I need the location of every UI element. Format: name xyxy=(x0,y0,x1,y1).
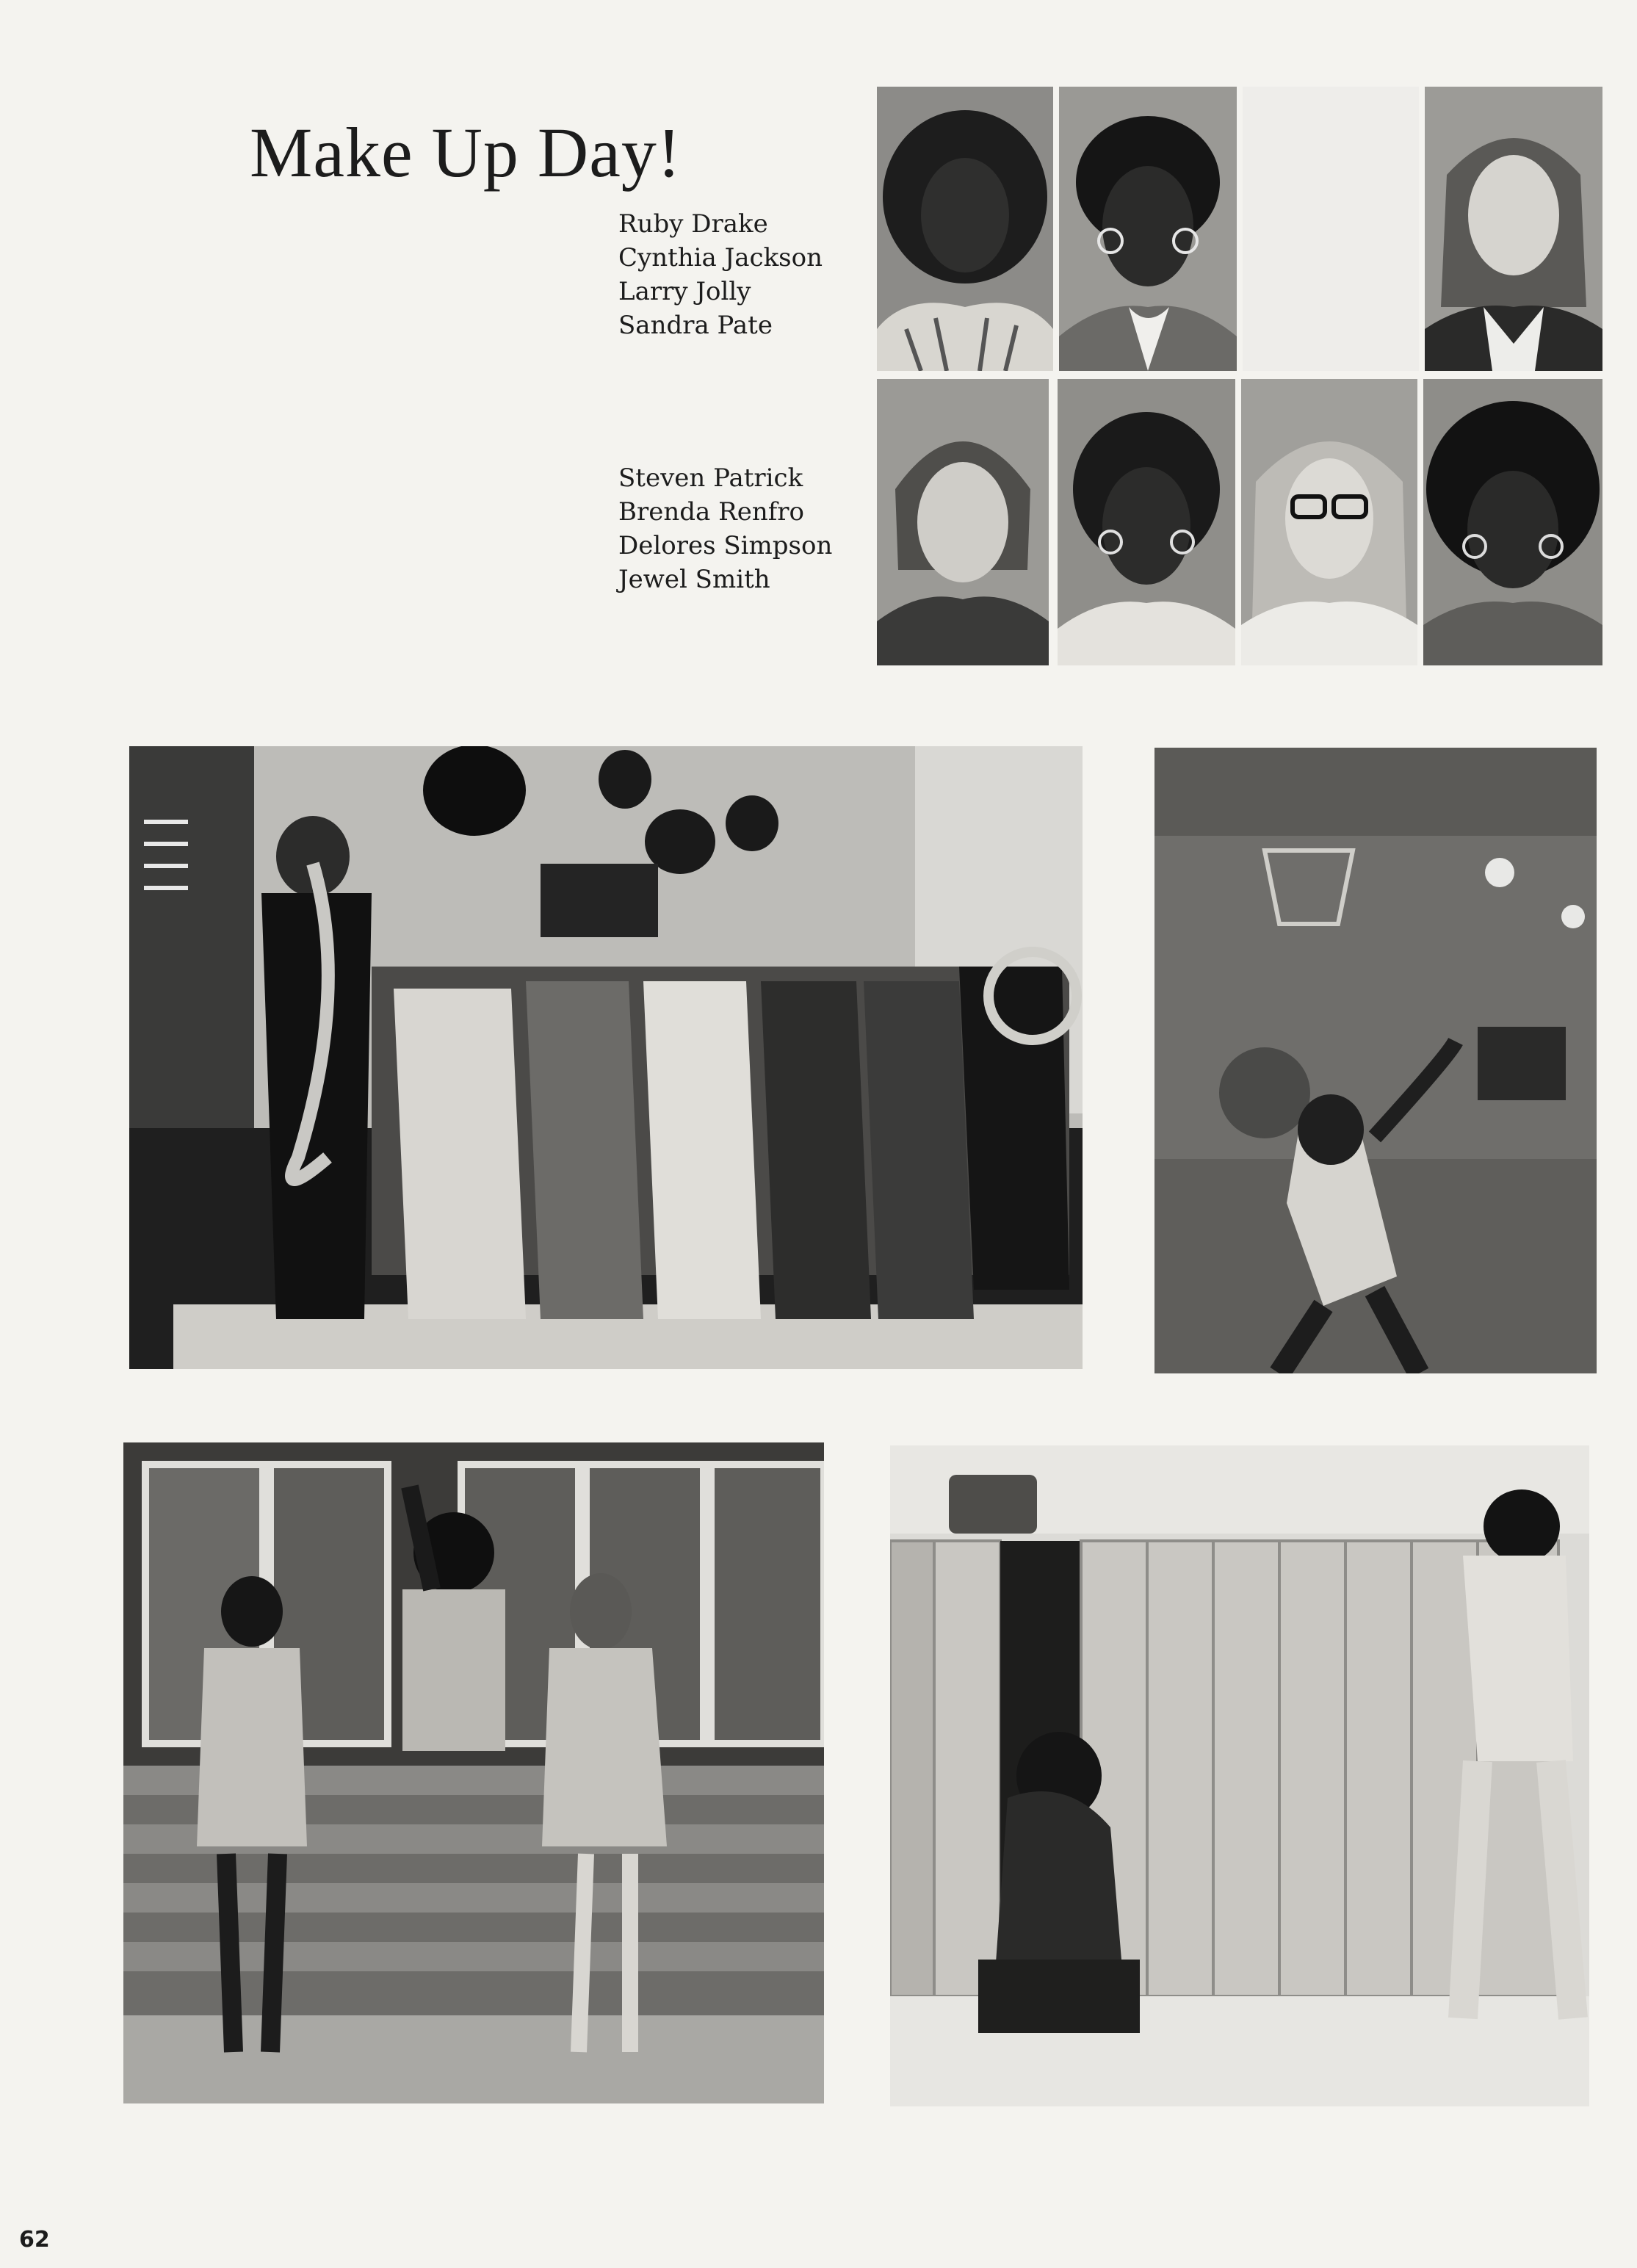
student-name: Cynthia Jackson xyxy=(618,243,823,272)
portrait-sandra-pate xyxy=(1425,87,1602,371)
student-name: Steven Patrick xyxy=(618,463,803,493)
portrait-ruby-drake xyxy=(877,87,1053,371)
student-name: Sandra Pate xyxy=(618,311,773,340)
student-name: Delores Simpson xyxy=(618,531,833,560)
lockers-photo xyxy=(890,1445,1589,2106)
portrait-jewel-smith xyxy=(1423,379,1602,665)
student-name: Ruby Drake xyxy=(618,209,768,239)
page-title: Make Up Day! xyxy=(250,113,682,192)
student-name: Jewel Smith xyxy=(618,565,770,594)
portrait-cynthia-jackson xyxy=(1059,87,1237,371)
student-name: Larry Jolly xyxy=(618,277,751,306)
band-photo xyxy=(129,746,1083,1369)
name-list-row-2 xyxy=(618,461,832,596)
page-number: 62 xyxy=(19,2227,50,2253)
portrait-delores-simpson xyxy=(1241,379,1417,665)
name-list-row-1 xyxy=(618,207,823,342)
portrait-steven-patrick xyxy=(877,379,1049,665)
portrait-larry-jolly-blank xyxy=(1243,87,1419,371)
cheerleaders-photo xyxy=(123,1442,824,2103)
student-name: Brenda Renfro xyxy=(618,497,805,527)
basketball-photo xyxy=(1154,748,1597,1373)
portrait-brenda-renfro xyxy=(1058,379,1235,665)
